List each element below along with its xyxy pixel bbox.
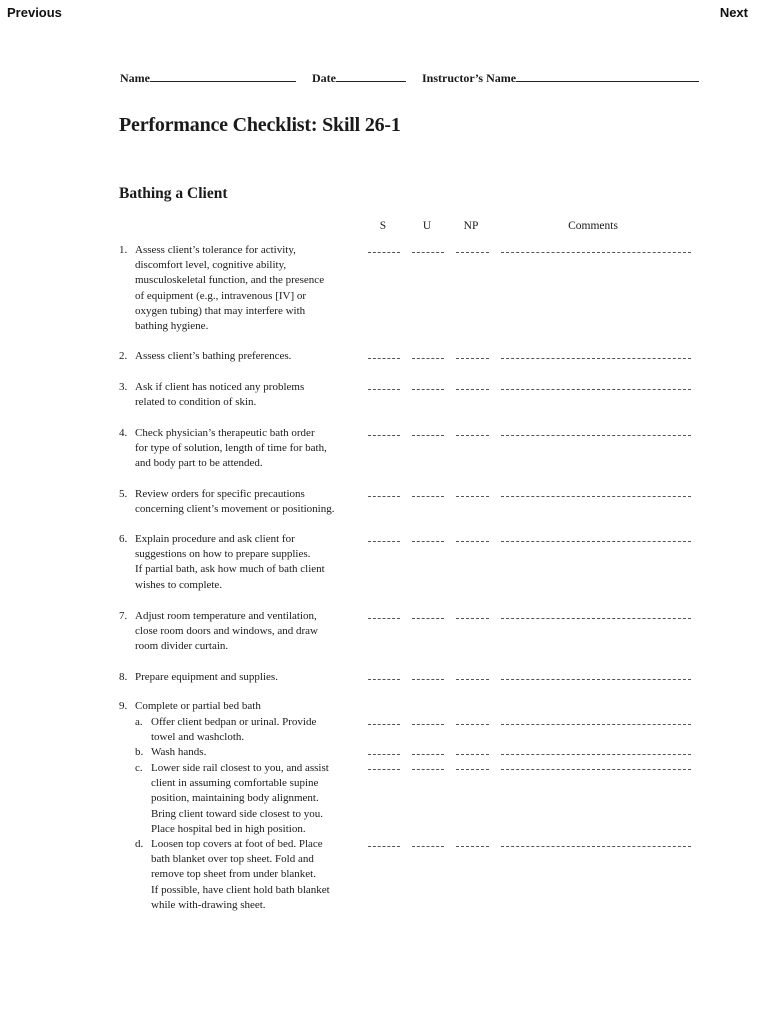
item-text: Loosen top covers at foot of bed. Place bath blanket over top sheet. Fold and remove top sheet from under blanket. If possible, have client hold bath blanket while with-drawing sheet. bbox=[151, 838, 330, 911]
u-blank[interactable] bbox=[412, 358, 444, 359]
item-number: 9. bbox=[119, 700, 128, 712]
instructor-field[interactable] bbox=[516, 70, 699, 82]
s-blank[interactable] bbox=[368, 389, 400, 390]
s-blank[interactable] bbox=[368, 618, 400, 619]
s-blank[interactable] bbox=[368, 358, 400, 359]
u-blank[interactable] bbox=[412, 496, 444, 497]
item-text: Adjust room temperature and ventilation, close room doors and windows, and draw room divider curtain. bbox=[135, 610, 318, 653]
comments-blank[interactable] bbox=[501, 541, 691, 542]
np-blank[interactable] bbox=[456, 769, 489, 770]
previous-button[interactable]: Previous bbox=[7, 5, 62, 20]
comments-blank[interactable] bbox=[501, 618, 691, 619]
checklist-item-9a bbox=[119, 715, 364, 745]
u-blank[interactable] bbox=[412, 618, 444, 619]
item-text: Wash hands. bbox=[151, 746, 207, 758]
u-blank[interactable] bbox=[412, 769, 444, 770]
item-text: Assess client’s tolerance for activity, discomfort level, cognitive ability, musculoskeletal function, and the presence of equipment (e.g., intravenous [IV] or oxygen tubing) that may interfere with bathing hygiene. bbox=[135, 244, 325, 333]
u-blank[interactable] bbox=[412, 541, 444, 542]
s-blank[interactable] bbox=[368, 435, 400, 436]
checklist-item-8 bbox=[119, 670, 364, 685]
s-blank[interactable] bbox=[368, 679, 400, 680]
s-blank[interactable] bbox=[368, 541, 400, 542]
comments-blank[interactable] bbox=[501, 496, 691, 497]
item-letter: b. bbox=[135, 746, 144, 758]
checklist-item-5 bbox=[119, 487, 364, 517]
next-button[interactable]: Next bbox=[719, 5, 748, 20]
checklist-item-9 bbox=[119, 699, 364, 714]
item-number: 2. bbox=[119, 350, 128, 362]
item-number: 5. bbox=[119, 488, 128, 500]
item-text: Complete or partial bed bath bbox=[135, 700, 261, 712]
item-text: Prepare equipment and supplies. bbox=[135, 671, 278, 683]
checklist-item-2 bbox=[119, 349, 364, 364]
u-blank[interactable] bbox=[412, 389, 444, 390]
item-text: Offer client bedpan or urinal. Provide towel and washcloth. bbox=[151, 716, 317, 744]
s-blank[interactable] bbox=[368, 846, 400, 847]
u-blank[interactable] bbox=[412, 724, 444, 725]
checklist-item-9b bbox=[119, 745, 364, 760]
u-blank[interactable] bbox=[412, 754, 444, 755]
comments-blank[interactable] bbox=[501, 252, 691, 253]
item-text: Assess client’s bathing preferences. bbox=[135, 350, 292, 362]
item-text: Review orders for specific precautions concerning client’s movement or positioning. bbox=[135, 488, 335, 516]
column-s: S bbox=[379, 220, 387, 232]
np-blank[interactable] bbox=[456, 541, 489, 542]
checklist-item-1 bbox=[119, 243, 364, 334]
item-number: 4. bbox=[119, 427, 128, 439]
column-np: NP bbox=[463, 220, 479, 232]
u-blank[interactable] bbox=[412, 679, 444, 680]
name-label: Name bbox=[120, 71, 150, 85]
comments-blank[interactable] bbox=[501, 846, 691, 847]
np-blank[interactable] bbox=[456, 435, 489, 436]
item-number: 1. bbox=[119, 244, 128, 256]
item-text: Lower side rail closest to you, and assist client in assuming comfortable supine position, maintaining body alignment. Bring client toward side closest to you. Place hospital bed in high position. bbox=[151, 762, 329, 835]
instructor-label: Instructor’s Name bbox=[422, 71, 517, 85]
s-blank[interactable] bbox=[368, 754, 400, 755]
column-comments: Comments bbox=[568, 220, 618, 232]
name-field[interactable] bbox=[150, 70, 296, 82]
section-title: Bathing a Client bbox=[119, 185, 228, 202]
date-field[interactable] bbox=[336, 70, 406, 82]
item-text: Check physician’s therapeutic bath order for type of solution, length of time for bath, and body part to be attended. bbox=[135, 427, 327, 470]
item-number: 6. bbox=[119, 533, 128, 545]
np-blank[interactable] bbox=[456, 846, 489, 847]
item-letter: c. bbox=[135, 762, 143, 774]
u-blank[interactable] bbox=[412, 252, 444, 253]
checklist-item-4 bbox=[119, 426, 364, 472]
np-blank[interactable] bbox=[456, 389, 489, 390]
comments-blank[interactable] bbox=[501, 435, 691, 436]
item-text: Explain procedure and ask client for suggestions on how to prepare supplies. If partial bath, ask how much of bath client wishes to complete. bbox=[135, 533, 325, 591]
comments-blank[interactable] bbox=[501, 724, 691, 725]
comments-blank[interactable] bbox=[501, 769, 691, 770]
u-blank[interactable] bbox=[412, 435, 444, 436]
header-fields bbox=[120, 70, 699, 86]
s-blank[interactable] bbox=[368, 252, 400, 253]
checklist-item-6 bbox=[119, 532, 364, 593]
checklist-item-9c bbox=[119, 761, 364, 837]
np-blank[interactable] bbox=[456, 618, 489, 619]
checklist-item-9d bbox=[119, 837, 364, 913]
item-number: 3. bbox=[119, 381, 128, 393]
s-blank[interactable] bbox=[368, 724, 400, 725]
item-letter: a. bbox=[135, 716, 143, 728]
comments-blank[interactable] bbox=[501, 679, 691, 680]
u-blank[interactable] bbox=[412, 846, 444, 847]
comments-blank[interactable] bbox=[501, 754, 691, 755]
comments-blank[interactable] bbox=[501, 358, 691, 359]
checklist-item-3 bbox=[119, 380, 364, 410]
s-blank[interactable] bbox=[368, 769, 400, 770]
np-blank[interactable] bbox=[456, 754, 489, 755]
comments-blank[interactable] bbox=[501, 389, 691, 390]
np-blank[interactable] bbox=[456, 679, 489, 680]
page-title: Performance Checklist: Skill 26-1 bbox=[119, 114, 401, 136]
date-label: Date bbox=[312, 71, 336, 85]
np-blank[interactable] bbox=[456, 724, 489, 725]
checklist-item-7 bbox=[119, 609, 364, 655]
column-u: U bbox=[422, 220, 432, 232]
item-text: Ask if client has noticed any problems related to condition of skin. bbox=[135, 381, 305, 409]
item-number: 7. bbox=[119, 610, 128, 622]
np-blank[interactable] bbox=[456, 496, 489, 497]
np-blank[interactable] bbox=[456, 358, 489, 359]
np-blank[interactable] bbox=[456, 252, 489, 253]
s-blank[interactable] bbox=[368, 496, 400, 497]
item-letter: d. bbox=[135, 838, 144, 850]
item-number: 8. bbox=[119, 671, 128, 683]
